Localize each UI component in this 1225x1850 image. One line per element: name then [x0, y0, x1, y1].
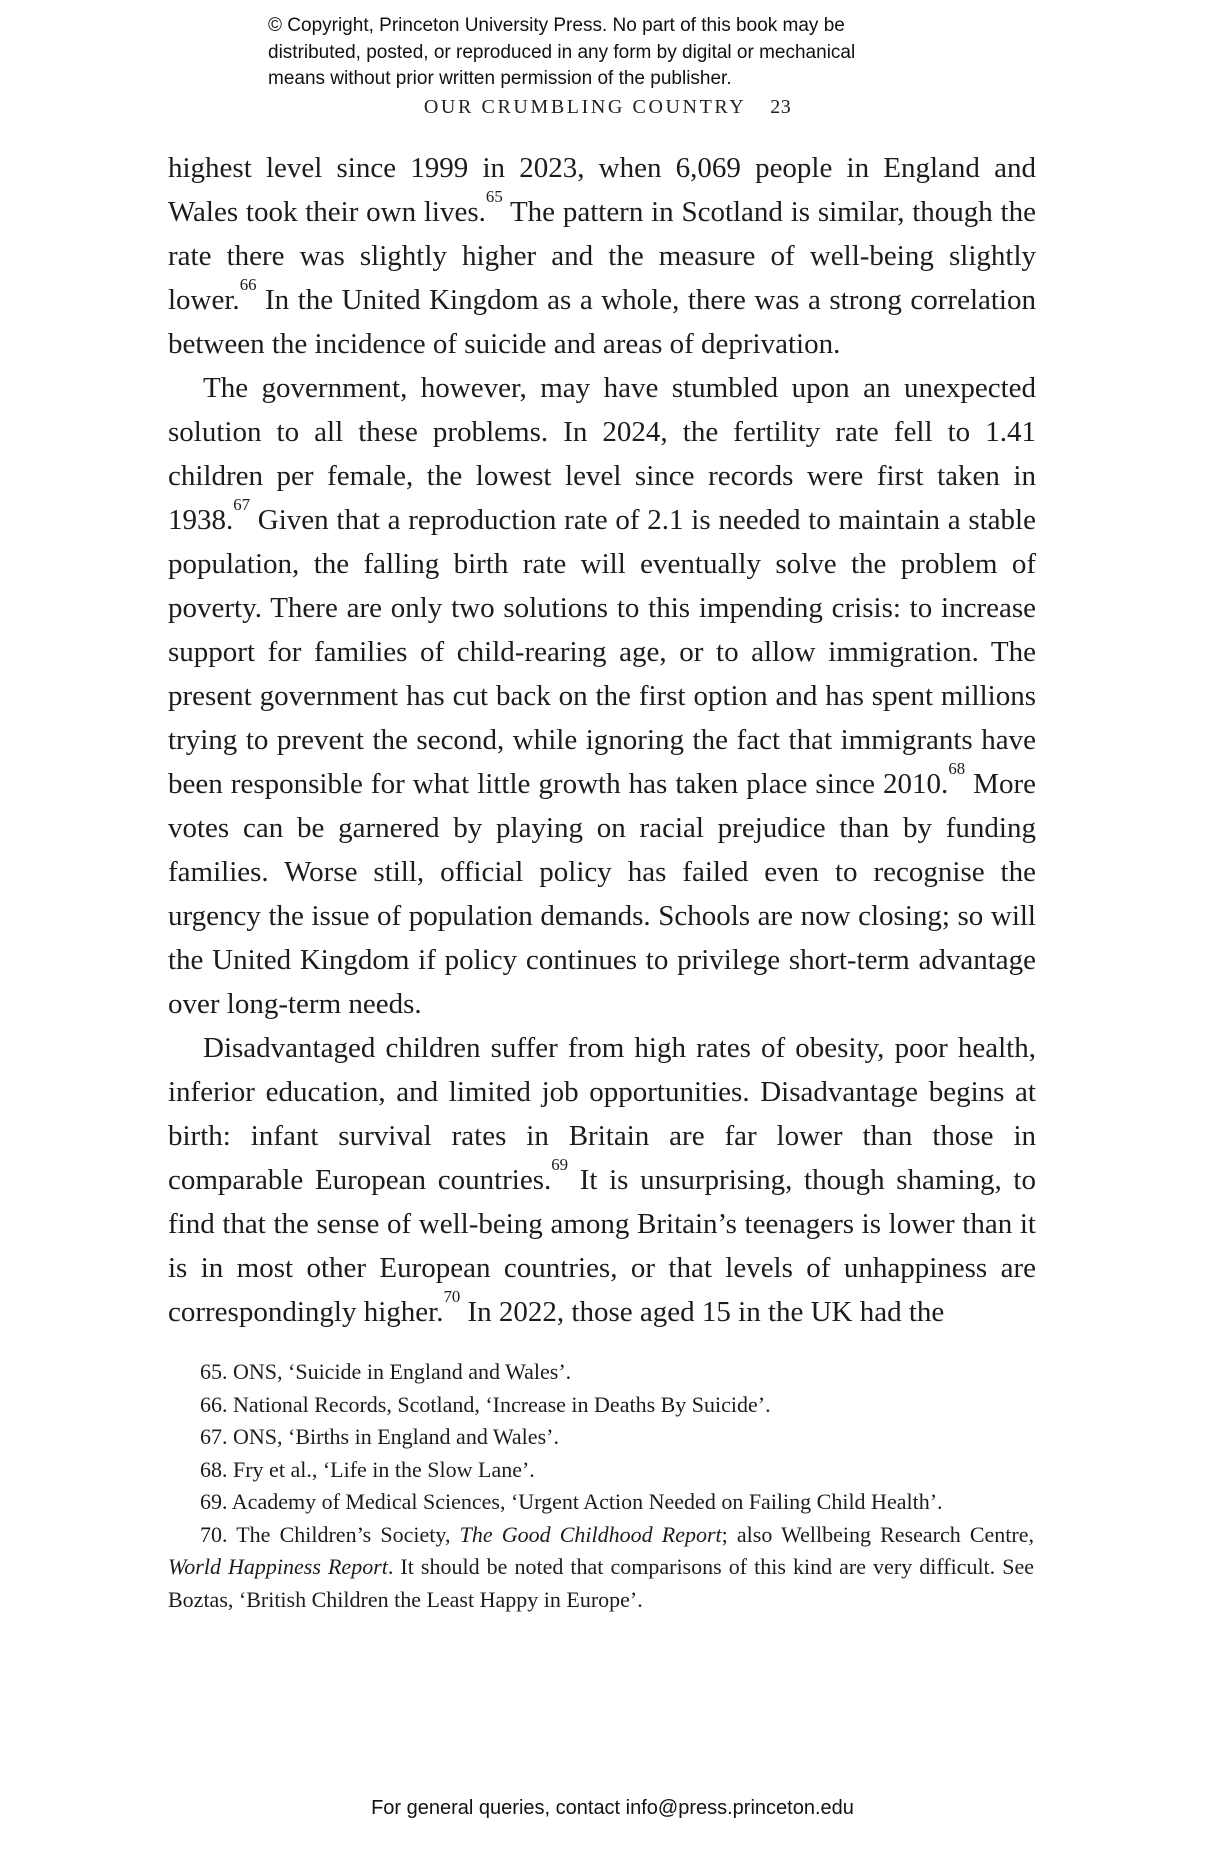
- paragraph-text: The pattern in Scotland is similar, though the rate there was slightly higher and the measure of well-being slightly lower.: [168, 196, 1036, 316]
- footnote-reference-70: 70: [443, 1286, 461, 1306]
- paragraph-text: In the United Kingdom as a whole, there was a strong correlation between the incidence of suicide and areas of deprivation.: [168, 284, 1036, 360]
- copyright-line: means without prior written permission of the publisher.: [268, 68, 732, 89]
- footnote-reference-68: 68: [948, 758, 966, 778]
- footnote-text-italic: World Happiness Report: [168, 1554, 388, 1579]
- footnote-text: . It should be noted that comparisons of this kind are very difficult. See Boztas, ‘British Children the Least Happy in Europe’.: [168, 1554, 1034, 1612]
- paragraph-text: The government, however, may have stumbled upon an unexpected solution to all these problems. In 2024, the fertility rate fell to 1.41 children per female, the lowest level since records were first taken in 1938.: [168, 372, 1036, 536]
- paragraph: [168, 1026, 1036, 1334]
- page-number: 23: [770, 96, 792, 118]
- footnote-reference-69: 69: [551, 1154, 569, 1174]
- running-head: [0, 96, 1215, 119]
- footnote-reference-66: 66: [239, 274, 257, 294]
- footnote-65: [168, 1356, 1034, 1389]
- body-text: [168, 146, 1036, 1334]
- footnote-70: [168, 1519, 1034, 1617]
- paragraph-text: highest level since 1999 in 2023, when 6,069 people in England and Wales took their own lives.: [168, 152, 1036, 228]
- paragraph-text: Given that a reproduction rate of 2.1 is needed to maintain a stable population, the falling birth rate will eventually solve the problem of poverty. There are only two solutions to this impending crisis: to increase support for families of child-rearing age, or to allow immigration. The present government has cut back on the first option and has spent millions trying to prevent the second, while ignoring the fact that immigrants have been responsible for what little growth has taken place since 2010.: [168, 504, 1036, 800]
- footnote-text: 66. National Records, Scotland, ‘Increase in Deaths By Suicide’.: [200, 1391, 771, 1417]
- footnote-text: 65. ONS, ‘Suicide in England and Wales’.: [200, 1359, 572, 1384]
- footnote-text: 68. Fry et al., ‘Life in the Slow Lane’.: [200, 1456, 535, 1482]
- paragraph-text: More votes can be garnered by playing on racial prejudice than by funding families. Worse still, official policy has failed even to recognise the urgency the issue of population demands. Schools are now closing; so will the United Kingdom if policy continues to privilege short-term advantage over long-term needs.: [168, 768, 1036, 1020]
- copyright-line: distributed, posted, or reproduced in any form by digital or mechanical: [268, 41, 856, 63]
- footnote-reference-67: 67: [233, 494, 251, 514]
- footnote-68: [168, 1454, 1034, 1487]
- running-head-title: OUR CRUMBLING COUNTRY: [423, 96, 747, 118]
- footnote-text-italic: The Good Childhood Report: [459, 1521, 722, 1547]
- footnote-text: 69. Academy of Medical Sciences, ‘Urgent Action Needed on Failing Child Health’.: [200, 1489, 943, 1514]
- footnote-text: 70. The Children’s Society,: [200, 1521, 460, 1547]
- copyright-notice: [268, 13, 968, 93]
- footnote-69: [168, 1486, 1034, 1519]
- paragraph: [168, 146, 1036, 366]
- paragraph-text: In 2022, those aged 15 in the UK had the: [460, 1296, 945, 1328]
- footnote-reference-65: 65: [485, 186, 503, 206]
- footnote-66: [168, 1389, 1034, 1422]
- copyright-line: © Copyright, Princeton University Press. No part of this book may be: [268, 15, 845, 36]
- footnote-67: [168, 1421, 1034, 1454]
- footnote-text: ; also Wellbeing Research Centre,: [721, 1521, 1034, 1547]
- paragraph-text: Disadvantaged children suffer from high rates of obesity, poor health, inferior education, and limited job opportunities. Disadvantage begins at birth: infant survival rates in Britain are far lower than those in comparable European countries.: [168, 1032, 1036, 1196]
- paragraph: [168, 366, 1036, 1026]
- publisher-contact: For general queries, contact info@press.princeton.edu: [371, 1797, 854, 1819]
- footnotes: [168, 1356, 1034, 1616]
- footnote-text: 67. ONS, ‘Births in England and Wales’.: [200, 1424, 559, 1449]
- paragraph-text: It is unsurprising, though shaming, to find that the sense of well-being among Britain’s teenagers is lower than it is in most other European countries, or that levels of unhappiness are correspondingly higher.: [168, 1164, 1036, 1328]
